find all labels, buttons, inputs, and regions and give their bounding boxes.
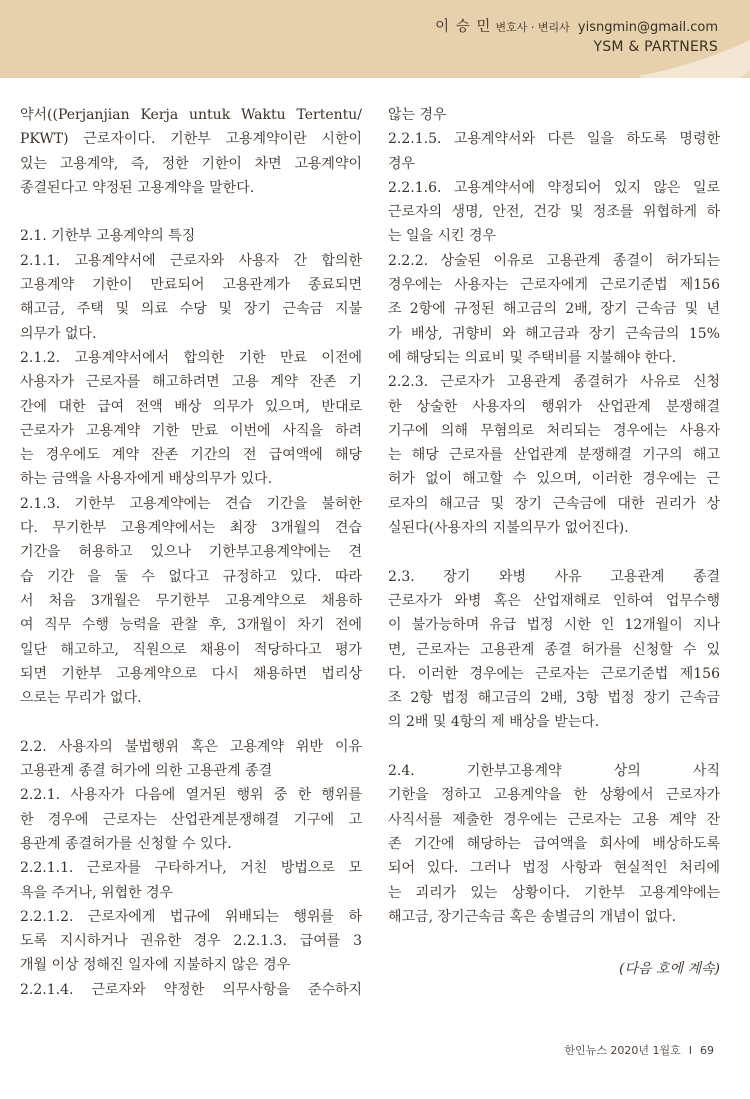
text-line: PKWT) 근로자이다. 기한부 고용계약이란 시한이	[20, 131, 362, 148]
text-line: 2.2.3. 근로자가 고용관계 종결허가 사유로 신청	[388, 374, 720, 391]
text-line: 으로는 무리가 없다.	[20, 690, 142, 707]
author-role: 변호사 · 변리사	[495, 21, 570, 34]
page-header	[0, 0, 750, 78]
publication-name: 한인뉴스 2020년 1월호	[564, 1044, 681, 1057]
text-line: 2.4. 기한부고용계약 상의 사직	[388, 763, 720, 780]
text-line: 용관계 종결허가를 신청할 수 있다.	[20, 835, 232, 852]
firm-name: YSM & PARTNERS	[593, 39, 718, 55]
text-line: 근로자가 와병 혹은 산업재해로 인하여 업무수행	[388, 592, 720, 609]
text-line: 의 2배 및 4항의 제 배상을 받는다.	[388, 714, 600, 731]
text-line: 도록 지시하거나 권유한 경우 2.2.1.3. 급여를 3	[20, 933, 362, 950]
text-line: 있는 고용계약, 즉, 정한 기한이 차면 고용계약이	[20, 155, 362, 172]
text-line: 해고금, 주택 및 의료 수당 및 장기 근속금 지불	[20, 301, 362, 318]
text-line: 근로자가 고용계약 기한 만료 이번에 사직을 하려	[20, 422, 362, 439]
page-footer	[564, 1042, 714, 1058]
text-line: 2.2.1.6. 고용계약서에 약정되어 있지 않은 일로	[388, 179, 720, 196]
text-line: 되면 기한부 고용계약으로 다시 채용하면 법리상	[20, 665, 362, 682]
text-line: 개월 이상 정해진 일자에 지불하지 않은 경우	[20, 957, 291, 974]
text-line: 다. 이러한 경우에는 근로자는 근로기준법 제156	[388, 665, 720, 682]
author-info	[435, 18, 718, 57]
text-line: 서 처음 3개월은 무기한부 고용계약으로 채용하	[20, 592, 362, 609]
text-line: 는 일을 시킨 경우	[388, 228, 497, 245]
paragraph-gap	[388, 929, 720, 953]
text-line: 하는 금액을 사용자에게 배상의무가 있다.	[20, 471, 273, 488]
right-column	[388, 103, 720, 982]
text-line: 경우	[388, 155, 416, 172]
text-line: 2.2.1.1. 근로자를 구타하거나, 거친 방법으로 모	[20, 860, 362, 877]
text-line: 해고금, 장기근속금 혹은 송별금의 개념이 없다.	[388, 908, 677, 925]
paragraph-gap	[20, 710, 362, 734]
text-line: 2.2.1. 사용자가 다음에 열거된 행위 중 한 행위를	[20, 787, 362, 804]
text-line: 기구에 의해 무혐의로 처리되는 경우에는 사용자	[388, 422, 720, 439]
text-line: 사용자가 근로자를 해고하려면 고용 계약 잔존 기	[20, 374, 362, 391]
text-line: 다. 무기한부 고용계약에서는 최장 3개월의 견습	[20, 520, 362, 537]
text-line: 에 해당되는 의료비 및 주택비를 지불해야 한다.	[388, 349, 677, 366]
text-line: 고용관계 종결 허가에 의한 고용관계 종결	[20, 763, 273, 780]
text-line: 2.2.2. 상술된 이유로 고용관계 종결이 허가되는	[388, 252, 720, 269]
text-line: 조 2항 법정 해고금의 2배, 3항 법정 장기 근속금	[388, 690, 720, 707]
footer-separator: I	[688, 1044, 692, 1057]
text-line: 조 2항에 규정된 해고금의 2배, 장기 근속금 및 년	[388, 301, 720, 318]
paragraph-gap	[388, 540, 720, 564]
text-line: 가 배상, 귀향비 와 해고금과 장기 근속금의 15%	[388, 325, 720, 342]
text-line: 2.2. 사용자의 불법행위 혹은 고용계약 위반 이유	[20, 738, 362, 755]
text-line: 욕을 주거나, 위협한 경우	[20, 884, 174, 901]
author-email: yisngmin@gmail.com	[577, 20, 718, 35]
text-line: 되어 있다. 그러나 법정 사항과 현실적인 처리에	[388, 860, 720, 877]
author-line	[435, 18, 718, 37]
text-line: 2.2.1.2. 근로자에게 법규에 위배되는 행위를 하	[20, 908, 362, 925]
text-line: 경우에는 사용자는 근로자에게 근로기준법 제156	[388, 277, 720, 294]
text-line: 약서((Perjanjian Kerja untuk Waktu Tertentu/	[20, 107, 362, 123]
left-column	[20, 103, 362, 1002]
text-line: 근로자의 생명, 안전, 건강 및 정조를 위협하게 하	[388, 204, 720, 221]
text-line: 의무가 없다.	[20, 325, 97, 342]
text-line: 면, 근로자는 고용관계 종결 허가를 신청할 수 있	[388, 641, 720, 658]
text-line: 는 해당 근로자를 산업관계 분쟁해결 기구의 해고	[388, 447, 720, 464]
text-line: 2.3. 장기 와병 사유 고용관계 종결	[388, 568, 720, 585]
text-line: 로자의 해고금 및 장기 근속금에 대한 권리가 상	[388, 495, 720, 512]
text-line: 는 괴리가 있는 상황이다. 기한부 고용계약에는	[388, 884, 720, 901]
paragraph-gap	[20, 200, 362, 224]
text-line: 허가 없이 해고할 수 있으며, 이러한 경우에는 근	[388, 471, 720, 488]
text-line: 기간을 허용하고 있으나 기한부고용계약에는 견	[20, 544, 362, 561]
text-line: 2.2.1.4. 근로자와 약정한 의무사항을 준수하지	[20, 981, 362, 998]
text-line: 존 기간에 해당하는 급여액을 회사에 배상하도록	[388, 835, 720, 852]
text-line: 한 경우에 근로자는 산업관계분쟁해결 기구에 고	[20, 811, 362, 828]
text-line: 2.2.1.5. 고용계약서와 다른 일을 하도록 명령한	[388, 131, 720, 148]
paragraph-gap	[388, 735, 720, 759]
text-line: 2.1. 기한부 고용계약의 특징	[20, 228, 196, 245]
text-line: 실된다(사용자의 지불의무가 없어진다).	[388, 520, 629, 537]
text-line: 종결된다고 약정된 고용계약을 말한다.	[20, 179, 255, 196]
text-line: 않는 경우	[388, 107, 447, 123]
text-line: 습 기간 을 둘 수 없다고 규정하고 있다. 따라	[20, 568, 362, 585]
text-line: 간에 대한 급여 전액 배상 의무가 있으며, 반대로	[20, 398, 362, 415]
text-line: 사직서를 제출한 경우에는 근로자는 고용 계약 잔	[388, 811, 720, 828]
text-line: 일단 해고하고, 직원으로 채용이 적당하다고 평가	[20, 641, 362, 658]
text-line: 고용계약 기한이 만료되어 고용관계가 종료되면	[20, 277, 362, 294]
text-line: 2.1.1. 고용계약서에 근로자와 사용자 간 합의한	[20, 252, 362, 269]
text-line: 기한을 정하고 고용계약을 한 상황에서 근로자가	[388, 787, 720, 804]
text-line: 한 상술한 사용자의 행위가 산업관계 분쟁해결	[388, 398, 720, 415]
text-line: 2.1.2. 고용계약서에서 합의한 기한 만료 이전에	[20, 349, 362, 366]
continued-note: (다음 호에 계속)	[619, 961, 720, 978]
text-line: 이 불가능하며 유급 법정 시한 인 12개월이 지나	[388, 617, 720, 634]
text-line: 는 경우에도 계약 잔존 기간의 전 급여액에 해당	[20, 447, 362, 464]
author-name: 이 승 민	[435, 19, 492, 35]
text-line: 2.1.3. 기한부 고용계약에는 견습 기간을 불허한	[20, 495, 362, 512]
text-line: 여 직무 수행 능력을 관찰 후, 3개월이 차기 전에	[20, 617, 362, 634]
page-number: 69	[700, 1044, 714, 1057]
